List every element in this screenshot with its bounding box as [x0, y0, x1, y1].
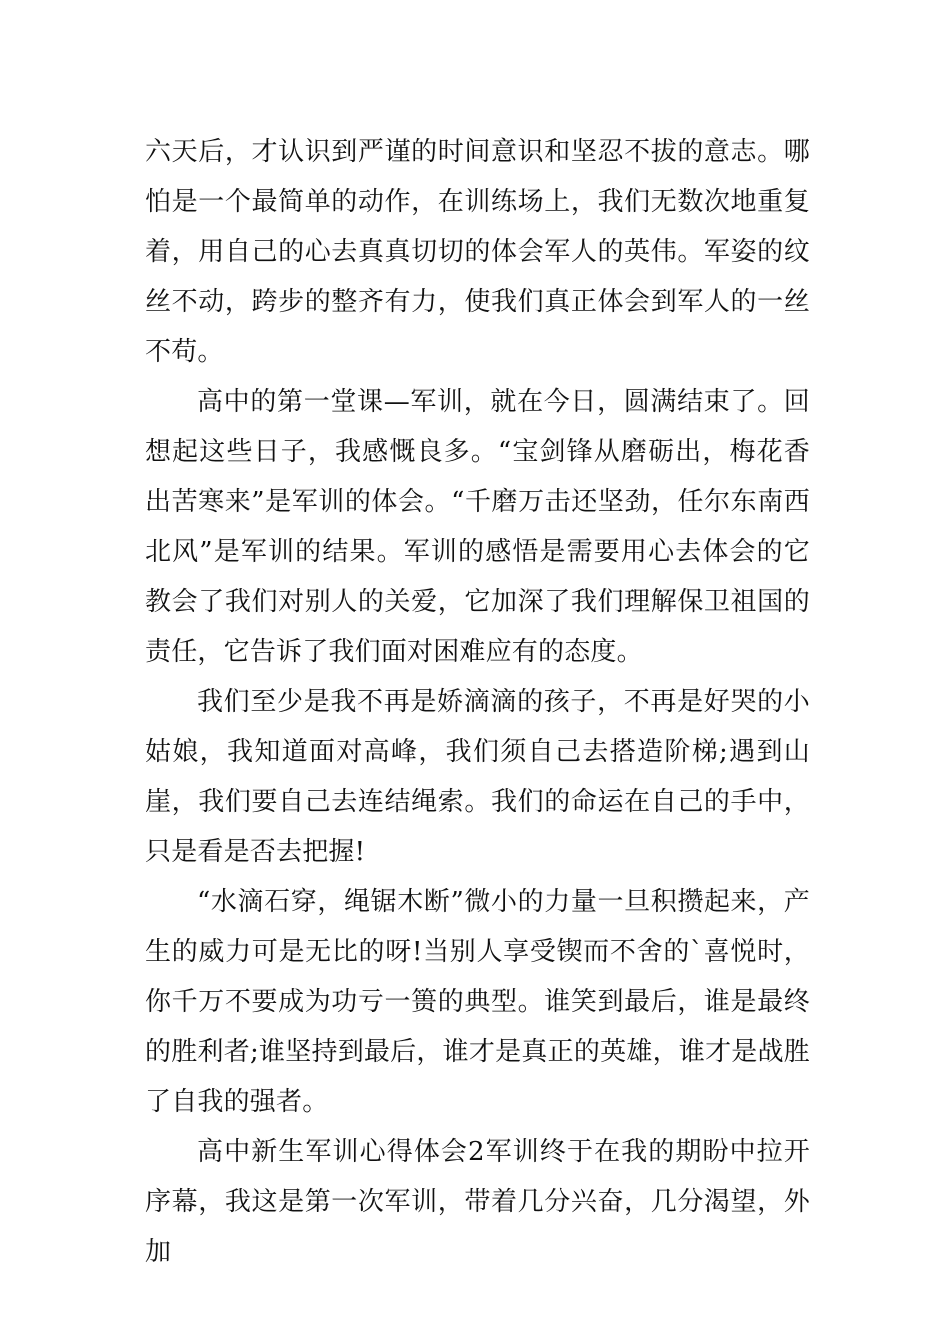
paragraph-5: 高中新生军训心得体会2军训终于在我的期盼中拉开序幕，我这是第一次军训，带着几分兴奋，几分渴望，外加	[145, 1137, 810, 1267]
paragraph-3: 我们至少是我不再是娇滴滴的孩子，不再是好哭的小姑娘，我知道面对高峰，我们须自己去搭造阶梯;遇到山崖，我们要自己去连结绳索。我们的命运在自己的手中，只是看是否去把握!	[145, 687, 810, 867]
paragraph-4: “水滴石穿，绳锯木断”微小的力量一旦积攒起来，产生的威力可是无比的呀!当别人享受锲而不舍的`喜悦时，你千万不要成为功亏一篑的典型。谁笑到最后，谁是最终的胜利者;谁坚持到最后，谁才是真正的英雄，谁才是战胜了自我的强者。	[145, 887, 810, 1117]
paragraph-1: 六天后，才认识到严谨的时间意识和坚忍不拔的意志。哪怕是一个最简单的动作，在训练场上，我们无数次地重复着，用自己的心去真真切切的体会军人的英伟。军姿的纹丝不动，跨步的整齐有力，使我们真正体会到军人的一丝不苟。	[145, 137, 810, 367]
document-page	[145, 127, 810, 1277]
paragraph-2: 高中的第一堂课—军训，就在今日，圆满结束了。回想起这些日子，我感慨良多。“宝剑锋从磨砺出，梅花香出苦寒来”是军训的体会。“千磨万击还坚劲，任尔东南西北风”是军训的结果。军训的感悟是需要用心去体会的它教会了我们对别人的关爱，它加深了我们理解保卫祖国的责任，它告诉了我们面对困难应有的态度。	[145, 387, 810, 667]
